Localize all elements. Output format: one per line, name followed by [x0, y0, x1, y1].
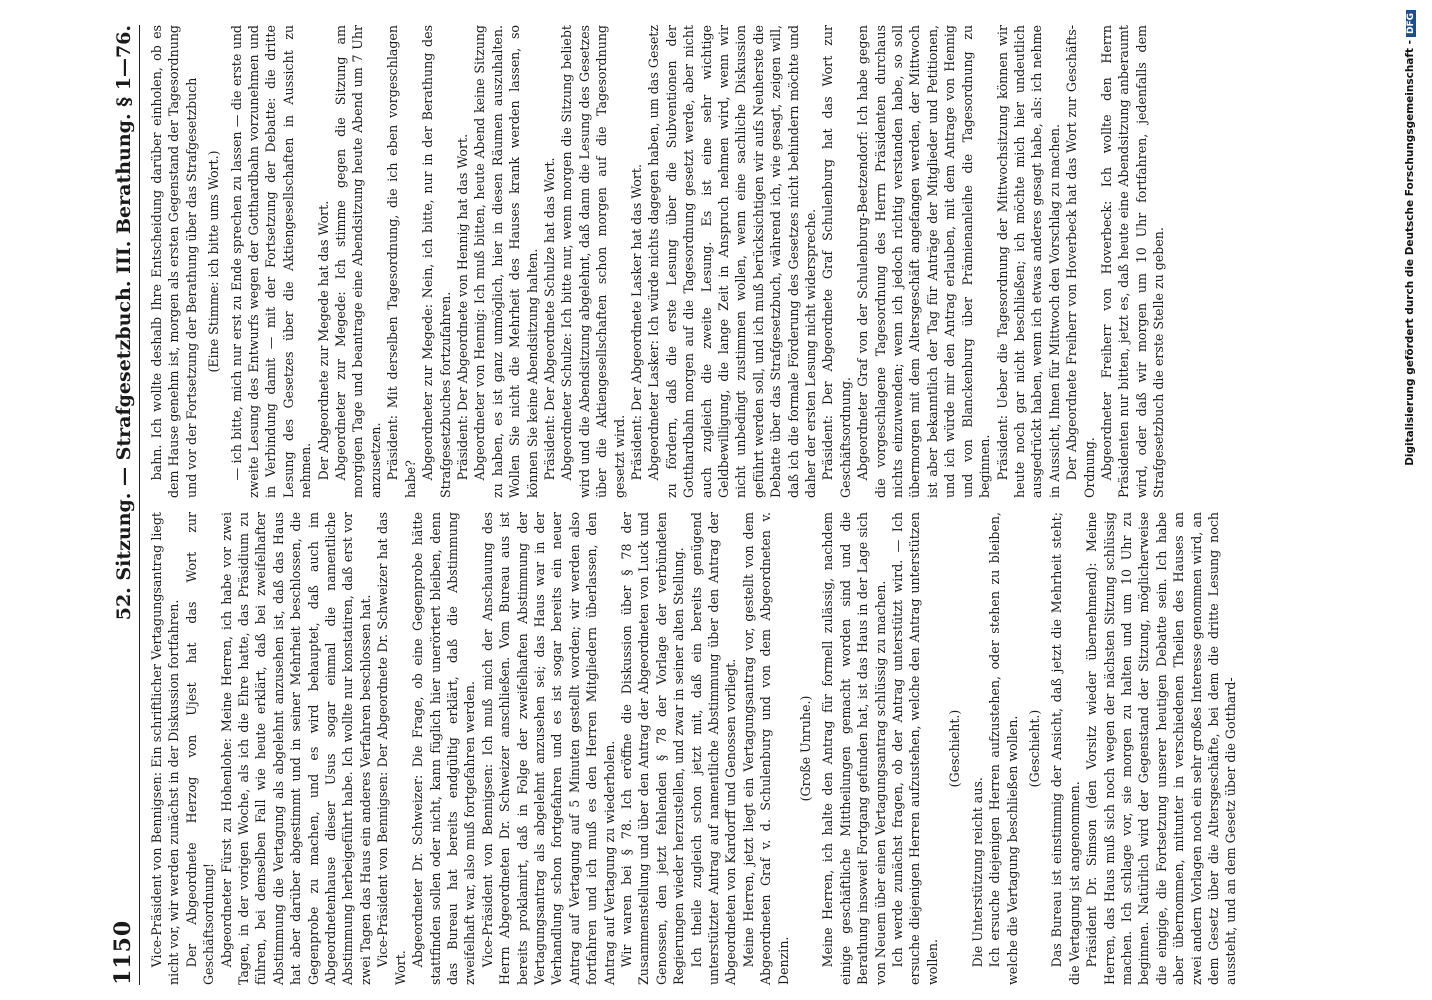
paragraph: (Große Unruhe.): [798, 695, 814, 802]
paragraph: Abgeordneter von Hennig: Ich muß bitten, heute Abend keine Sitzung zu haben, es ist ganz unmöglich, hier in diesen Räumen auszuhalten. Wollen Sie nicht die Mehrheit des Hauses krank werden lassen, so können Sie keine Abendsitzung halten.: [472, 25, 540, 498]
page-number: 1150: [110, 919, 136, 985]
paragraph: Das Bureau ist einstimmig der Ansicht, daß jetzt die Mehrheit steht; die Vertagung ist angenommen.: [1049, 512, 1082, 985]
paragraph: Präsident Dr. Simson (den Vorsitz wieder übernehmend): Meine Herren, das Haus muß sich noch wegen der nächsten Sitzung schlüssig machen. Ich schlage vor, sie morgen zu halten und um 10 Uhr zu beginnen. Natürlich wird der Gegenstand der Sitzung, möglicherweise die eingige, die Fortsetzung unserer heutigen Debatte sein. Ich habe aber übernommen, mitunter in verschiedenen Theilen des Hauses an zwei andern Vorlagen noch ein sehr großes Interesse genommen wird, an dem Gesetz über die Altersgeschäfte, bei dem die dritte Lesung noch aussteht, und an dem Gesetz über die Gotthard-: [1084, 512, 1239, 985]
paragraph: — ich bitte, mich nur erst zu Ende sprechen zu lassen — die erste und zweite Lesung des Entwurfs wegen der Gotthardbahn vorzunehmen und in Verbindung damit — mit der Fortsetzung der Debatte: die dritte Lesung des Gesetzes über die Aktiengesellschaften in Aussicht zu nehmen.: [228, 25, 314, 498]
paragraph: Der Abgeordnete Herzog von Ujest hat das Wort zur Geschäftsordnung!: [183, 512, 217, 985]
paragraph: Präsident: Der Abgeordnete Graf Schulenburg hat das Wort zur Geschäftsordnung.: [820, 25, 853, 498]
page-header: [110, 25, 140, 985]
paragraph: Meine Herren, ich halte den Antrag für formell zulässig, nachdem einige geschäftliche Mittheilungen gemacht worden sind und die Berathung insoweit Fortgang gefunden hat, ist das Haus in der Lage sich von Neuem über einen Vertagungsantrag schlüssig zu machen.: [820, 512, 888, 985]
paragraph: Vice-Präsident von Bennigsen: Ich muß mich der Anschauung des Herrn Abgeordneten Dr. Schweizer anschließen. Vom Bureau aus ist bereits proklamirt, daß in Folge der zweifelhaften Abstimmung der Vertagungsantrag als abgelehnt anzusehen sei; das Haus war in der Verhandlung schon fortgefahren und es ist sogar bereits ein neuer Antrag auf Vertagung auf 5 Minuten gestellt worden; wir werden also fortfahren und ich muß es den Herren Mitgliedern überlassen, den Antrag auf Vertagung zu wiederholen.: [479, 512, 617, 985]
dfg-logo: DFG: [1406, 10, 1416, 37]
paragraph: Präsident: Der Abgeordnete Schulze hat das Wort.: [541, 157, 557, 481]
paragraph: bahn. Ich wollte deshalb Ihre Entscheidung darüber einholen, ob es dem Hause genehm ist, morgen als ersten Gegenstand der Tagesordnung und vor der Fortsetzung der Berathung über das Strafgesetzbuch: [149, 25, 199, 498]
credit-text: Digitalisierung gefördert durch die Deutsche Forschungsgemeinschaft -: [1404, 40, 1416, 466]
paragraph: Abgeordneter Fürst zu Hohenlohe: Meine Herren, ich habe vor zwei Tagen, in der vorigen Woche, als ich die Ehre hatte, das Präsidium zu führen, bei demselben Fall wie heute erklärt, daß bei zweifelhafter Abstimmung die Vertagung als abgelehnt anzusehen ist, daß das Haus hat aber darüber abgestimmt und in seiner Mehrheit beschlossen, die Gegenprobe zu machen, und es wird behauptet, daß auch im Abgeordnetenhause dieser Usus sogar einmal die namentliche Abstimmung herbeigeführt habe. Ich wollte nur konstatiren, daß erst vor zwei Tagen das Haus ein anderes Verfahren beschlossen hat.: [218, 512, 373, 985]
paragraph: Die Unterstützung reicht aus.: [969, 777, 985, 968]
paragraph: Vice-Präsident von Bennigsen: Ein schriftlicher Vertagungsantrag liegt nicht vor, wir werden zunächst in der Diskussion fortfahren.: [149, 512, 182, 985]
page-body: [110, 25, 1400, 985]
paragraph: Präsident: Der Abgeordnete Lasker hat das Wort.: [628, 164, 644, 481]
paragraph: Abgeordneter zur Megede: Nein, ich bitte, nur in der Berathung des Strafgesetzbuches fortzufahren.: [420, 25, 453, 498]
paragraph: Präsident: Der Abgeordnete von Hennig hat das Wort.: [454, 133, 470, 481]
paragraph: Abgeordneter Freiherr von Hoverbeck: Ich wollte den Herrn Präsidenten nur bitten, jetzt es, daß heute eine Abendsitzung anberaumt wird, oder daß wir morgen um 10 Uhr fortfahren, jedenfalls dem Strafgesetzbuch die erste Stelle zu geben.: [1098, 25, 1167, 498]
paragraph: Abgeordneter zur Megede: Ich stimme gegen die Sitzung am morgigen Tage und beantrage eine Abendsitzung heute Abend um 7 Uhr anzusetzen.: [333, 25, 383, 498]
paragraph: Vice-Präsident von Bennigsen: Der Abgeordnete Dr. Schweizer hat das Wort.: [375, 512, 408, 985]
paragraph: Wir waren bei § 78. Ich eröffne die Diskussion über § 78 der Zusammenstellung und über den Antrag der Abgeordneten von Luck und Genossen, den jetzt fehlenden § 78 der Vorlage der verbündeten Regierungen wieder herzustellen, und zwar in seiner alten Stellung.: [618, 512, 687, 985]
rotated-page-content: [110, 25, 1400, 985]
text-columns: [148, 25, 1240, 985]
paragraph: (Eine Stimme: ich bitte ums Wort.): [206, 150, 222, 373]
paragraph: Ich ersuche diejenigen Herren aufzustehen, oder stehen zu bleiben, welche die Vertagung beschließen wollen.: [987, 512, 1020, 985]
paragraph: (Geschieht.): [947, 709, 963, 788]
paragraph: Der Abgeordnete Freiherr von Hoverbeck hat das Wort zur Geschäfts-Ordnung.: [1064, 25, 1097, 498]
paragraph: Abgeordneter Schulze: Ich bitte nur, wenn morgen die Sitzung beliebt wird und die Abendsitzung abgelehnt, daß dann die Lesung des Gesetzes über die Aktiengesellschaften schon morgen auf die Tagesordnung gesetzt wird.: [559, 25, 627, 498]
paragraph: Präsident: Ueber die Tagesordnung der Mittwochsitzung können wir heute noch gar nicht beschließen; ich möchte mich hier undeutlich ausgedrückt haben, wenn ich etwas anderes gesagt habe, als: ich nehme in Aussicht, Ihnen für Mittwoch den Vorschlag zu machen.: [994, 25, 1062, 498]
paragraph: Ich theile zugleich schon jetzt mit, daß ein bereits genügend unterstützter Antrag auf namentliche Abstimmung über den Antrag der Abgeordneten von Kardorff und Genossen vorliegt.: [688, 512, 739, 985]
paragraph: Abgeordneter Lasker: Ich würde nichts dagegen haben, um das Gesetz zu fördern, daß die erste Lesung über die Subventionen der Gotthardbahn morgen auf die Tagesordnung gesetzt werde, aber nicht auch zugleich die zweite Lesung. Es ist eine sehr wichtige Geldbewilligung, die lange Zeit in Anspruch nehmen wird, wenn wir nicht unbedingt zustimmen wollen, wenn eine sachliche Diskussion geführt werden soll, und ich muß berücksichtigen wir aufs Neuherste die Debatte über das Strafgesetzbuch, während ich, wie gesagt, zeigen will, daß ich die formale Förderung des Gesetzes nicht behindern möchte und daher der ersten Lesung nicht widerspreche.: [646, 25, 819, 498]
digitization-credit: [1404, 10, 1424, 990]
paragraph: (Geschieht.): [1026, 709, 1042, 788]
paragraph: Der Abgeordnete zur Megede hat das Wort.: [315, 200, 331, 481]
column-right: [148, 25, 1240, 498]
running-title: 52. Sitzung. — Strafgesetzbuch. III. Berathung. § 1—76.: [113, 25, 135, 621]
column-left: [148, 512, 1240, 985]
paragraph: Ich werde zunächst fragen, ob der Antrag unterstützt wird. — Ich ersuche diejenigen Herren aufzustehen, welche den Antrag unterstützen wollen.: [890, 512, 940, 985]
paragraph: Meine Herren, jetzt liegt ein Vertagungsantrag vor, gestellt von dem Abgeordneten Graf v. d. Schulenburg und von dem Abgeordneten v. Denzin.: [740, 512, 791, 985]
paragraph: Abgeordneter Dr. Schweizer: Die Frage, ob eine Gegenprobe hätte stattfinden sollen oder nicht, kann füglich hier unerörtert bleiben, denn das Bureau hat bereits endgültig erklärt, daß die Abstimmung zweifelhaft war, also muß fortgefahren werden.: [410, 512, 478, 985]
paragraph: Abgeordneter Graf von der Schulenburg-Beetzendorf: Ich habe gegen die vorgeschlagene Tagesordnung des Herrn Präsidenten durchaus nichts einzuwenden; wenn ich jedoch richtig verstanden habe, so soll übermorgen mit dem Altersgeschäft angefangen werden, der Mittwoch ist aber bekanntlich der Tag für Anträge der Mitglieder und Petitionen, und ich würde mir den Antrag erlauben, mit dem Antrage von Hennig und von Blanckenburg über Prämienanleihe die Tagesordnung zu beginnen.: [855, 25, 993, 498]
credit-line: [1404, 10, 1420, 990]
paragraph: Präsident: Mit derselben Tagesordnung, die ich eben vorgeschlagen habe?: [385, 25, 418, 498]
